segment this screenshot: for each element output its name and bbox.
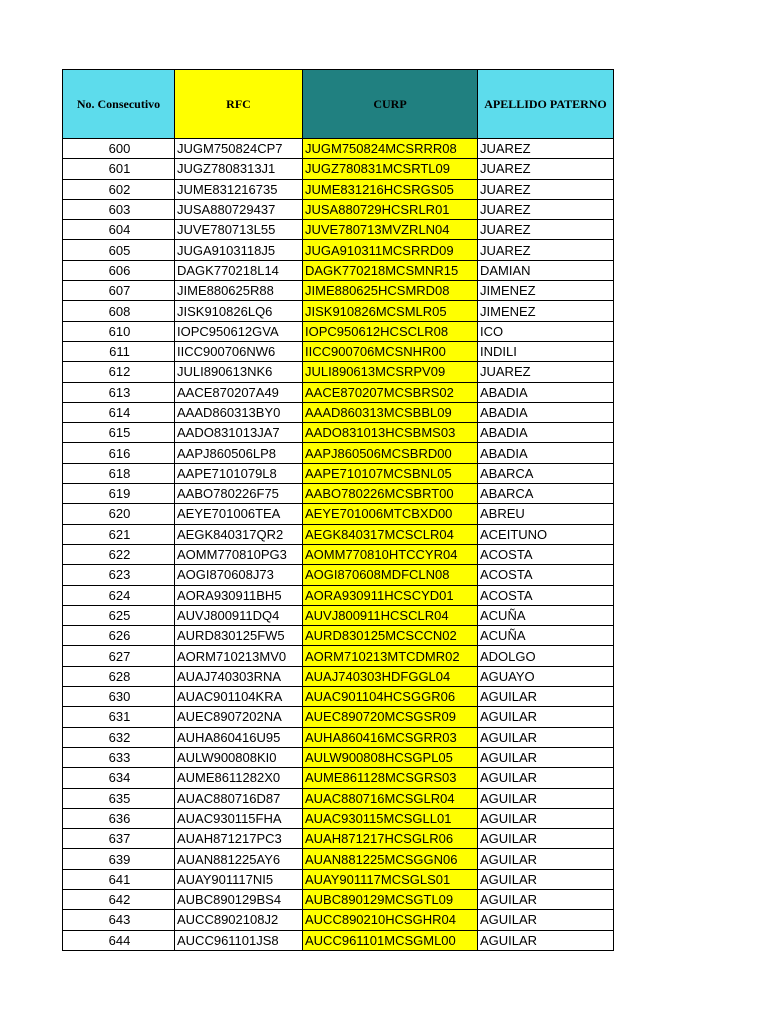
cell-rfc[interactable]: JIME880625R88: [175, 281, 303, 301]
cell-apellido[interactable]: JUAREZ: [478, 159, 614, 179]
cell-apellido[interactable]: AGUILAR: [478, 910, 614, 930]
cell-apellido[interactable]: AGUILAR: [478, 808, 614, 828]
cell-rfc[interactable]: JISK910826LQ6: [175, 301, 303, 321]
table-row: [63, 687, 614, 707]
cell-rfc[interactable]: AUAY901117NI5: [175, 869, 303, 889]
cell-apellido[interactable]: AGUILAR: [478, 829, 614, 849]
cell-rfc[interactable]: AUAC880716D87: [175, 788, 303, 808]
cell-curp[interactable]: JUGZ780831MCSRTL09: [303, 159, 478, 179]
cell-consecutivo[interactable]: 621: [63, 524, 175, 544]
cell-consecutivo[interactable]: 620: [63, 504, 175, 524]
cell-apellido[interactable]: ABREU: [478, 504, 614, 524]
cell-curp[interactable]: AUVJ800911HCSCLR04: [303, 605, 478, 625]
cell-consecutivo[interactable]: 639: [63, 849, 175, 869]
cell-consecutivo[interactable]: 630: [63, 687, 175, 707]
cell-consecutivo[interactable]: 626: [63, 626, 175, 646]
cell-curp[interactable]: JUSA880729HCSRLR01: [303, 199, 478, 219]
cell-apellido[interactable]: AGUILAR: [478, 930, 614, 950]
table-row: [63, 808, 614, 828]
cell-rfc[interactable]: DAGK770218L14: [175, 260, 303, 280]
cell-rfc[interactable]: AORA930911BH5: [175, 585, 303, 605]
table-row: [63, 768, 614, 788]
table-row: [63, 910, 614, 930]
cell-curp[interactable]: AEGK840317MCSCLR04: [303, 524, 478, 544]
cell-consecutivo[interactable]: 605: [63, 240, 175, 260]
header-rfc[interactable]: RFC: [175, 70, 303, 139]
cell-rfc[interactable]: AADO831013JA7: [175, 423, 303, 443]
table-row: [63, 362, 614, 382]
header-curp[interactable]: CURP: [303, 70, 478, 139]
cell-consecutivo[interactable]: 615: [63, 423, 175, 443]
table-row: [63, 585, 614, 605]
cell-apellido[interactable]: ABADIA: [478, 423, 614, 443]
table-row: [63, 829, 614, 849]
cell-curp[interactable]: AEYE701006MTCBXD00: [303, 504, 478, 524]
cell-apellido[interactable]: JIMENEZ: [478, 301, 614, 321]
cell-consecutivo[interactable]: 602: [63, 179, 175, 199]
cell-curp[interactable]: AUAN881225MCSGGN06: [303, 849, 478, 869]
cell-curp[interactable]: AAAD860313MCSBBL09: [303, 402, 478, 422]
cell-consecutivo[interactable]: 644: [63, 930, 175, 950]
cell-rfc[interactable]: AAPJ860506LP8: [175, 443, 303, 463]
cell-rfc[interactable]: JULI890613NK6: [175, 362, 303, 382]
cell-apellido[interactable]: AGUILAR: [478, 869, 614, 889]
cell-rfc[interactable]: AULW900808KI0: [175, 747, 303, 767]
cell-curp[interactable]: AABO780226MCSBRT00: [303, 484, 478, 504]
cell-curp[interactable]: AORM710213MTCDMR02: [303, 646, 478, 666]
cell-curp[interactable]: AORA930911HCSCYD01: [303, 585, 478, 605]
cell-consecutivo[interactable]: 613: [63, 382, 175, 402]
cell-rfc[interactable]: AABO780226F75: [175, 484, 303, 504]
cell-curp[interactable]: JUVE780713MVZRLN04: [303, 220, 478, 240]
table-row: [63, 240, 614, 260]
table-row: [63, 626, 614, 646]
table-row: [63, 788, 614, 808]
cell-apellido[interactable]: AGUILAR: [478, 849, 614, 869]
cell-consecutivo[interactable]: 610: [63, 321, 175, 341]
table-body: [63, 139, 614, 951]
cell-curp[interactable]: AUCC890210HCSGHR04: [303, 910, 478, 930]
cell-apellido[interactable]: ABADIA: [478, 402, 614, 422]
cell-rfc[interactable]: AUCC961101JS8: [175, 930, 303, 950]
table-row: [63, 707, 614, 727]
table-row: [63, 321, 614, 341]
cell-curp[interactable]: DAGK770218MCSMNR15: [303, 260, 478, 280]
table-row: [63, 301, 614, 321]
cell-consecutivo[interactable]: 611: [63, 341, 175, 361]
cell-rfc[interactable]: JUGM750824CP7: [175, 139, 303, 159]
cell-rfc[interactable]: AUAC901104KRA: [175, 687, 303, 707]
table-row: [63, 199, 614, 219]
table-row: [63, 159, 614, 179]
cell-rfc[interactable]: AUAJ740303RNA: [175, 666, 303, 686]
cell-consecutivo[interactable]: 634: [63, 768, 175, 788]
cell-curp[interactable]: IICC900706MCSNHR00: [303, 341, 478, 361]
cell-rfc[interactable]: AUBC890129BS4: [175, 889, 303, 909]
header-consecutivo[interactable]: No. Consecutivo: [63, 70, 175, 139]
cell-apellido[interactable]: AGUILAR: [478, 747, 614, 767]
cell-rfc[interactable]: AURD830125FW5: [175, 626, 303, 646]
cell-curp[interactable]: JUME831216HCSRGS05: [303, 179, 478, 199]
table-row: [63, 565, 614, 585]
cell-rfc[interactable]: AUAC930115FHA: [175, 808, 303, 828]
table-row: [63, 423, 614, 443]
cell-rfc[interactable]: JUGZ7808313J1: [175, 159, 303, 179]
cell-apellido[interactable]: ACOSTA: [478, 544, 614, 564]
cell-consecutivo[interactable]: 618: [63, 463, 175, 483]
cell-curp[interactable]: JIME880625HCSMRD08: [303, 281, 478, 301]
cell-rfc[interactable]: JUME831216735: [175, 179, 303, 199]
cell-consecutivo[interactable]: 632: [63, 727, 175, 747]
cell-curp[interactable]: AULW900808HCSGPL05: [303, 747, 478, 767]
cell-apellido[interactable]: AGUILAR: [478, 768, 614, 788]
cell-rfc[interactable]: AUME8611282X0: [175, 768, 303, 788]
cell-consecutivo[interactable]: 636: [63, 808, 175, 828]
table-row: [63, 524, 614, 544]
cell-consecutivo[interactable]: 607: [63, 281, 175, 301]
cell-apellido[interactable]: ABARCA: [478, 463, 614, 483]
cell-consecutivo[interactable]: 623: [63, 565, 175, 585]
cell-curp[interactable]: AUAY901117MCSGLS01: [303, 869, 478, 889]
cell-curp[interactable]: AURD830125MCSCCN02: [303, 626, 478, 646]
cell-rfc[interactable]: AEYE701006TEA: [175, 504, 303, 524]
cell-apellido[interactable]: JUAREZ: [478, 362, 614, 382]
cell-apellido[interactable]: AGUILAR: [478, 727, 614, 747]
cell-rfc[interactable]: AUCC8902108J2: [175, 910, 303, 930]
cell-rfc[interactable]: IOPC950612GVA: [175, 321, 303, 341]
table-row: [63, 443, 614, 463]
cell-consecutivo[interactable]: 627: [63, 646, 175, 666]
cell-consecutivo[interactable]: 616: [63, 443, 175, 463]
cell-consecutivo[interactable]: 637: [63, 829, 175, 849]
table-row: [63, 544, 614, 564]
cell-consecutivo[interactable]: 643: [63, 910, 175, 930]
cell-consecutivo[interactable]: 641: [63, 869, 175, 889]
table-row: [63, 504, 614, 524]
cell-curp[interactable]: JISK910826MCSMLR05: [303, 301, 478, 321]
cell-rfc[interactable]: AOGI870608J73: [175, 565, 303, 585]
cell-curp[interactable]: AOMM770810HTCCYR04: [303, 544, 478, 564]
header-apellido-paterno[interactable]: APELLIDO PATERNO: [478, 70, 614, 139]
cell-apellido[interactable]: ABADIA: [478, 443, 614, 463]
cell-apellido[interactable]: ACOSTA: [478, 565, 614, 585]
cell-curp[interactable]: AUAC901104HCSGGR06: [303, 687, 478, 707]
cell-rfc[interactable]: AOMM770810PG3: [175, 544, 303, 564]
cell-consecutivo[interactable]: 622: [63, 544, 175, 564]
cell-rfc[interactable]: AAAD860313BY0: [175, 402, 303, 422]
table-row: [63, 382, 614, 402]
cell-curp[interactable]: AAPE710107MCSBNL05: [303, 463, 478, 483]
table-row: [63, 747, 614, 767]
cell-curp[interactable]: AAPJ860506MCSBRD00: [303, 443, 478, 463]
cell-apellido[interactable]: ACEITUNO: [478, 524, 614, 544]
cell-rfc[interactable]: AUAH871217PC3: [175, 829, 303, 849]
cell-consecutivo[interactable]: 628: [63, 666, 175, 686]
cell-consecutivo[interactable]: 606: [63, 260, 175, 280]
cell-curp[interactable]: IOPC950612HCSCLR08: [303, 321, 478, 341]
table-row: [63, 666, 614, 686]
cell-consecutivo[interactable]: 642: [63, 889, 175, 909]
cell-curp[interactable]: AOGI870608MDFCLN08: [303, 565, 478, 585]
cell-rfc[interactable]: AUEC8907202NA: [175, 707, 303, 727]
cell-apellido[interactable]: ABADIA: [478, 382, 614, 402]
cell-curp[interactable]: JULI890613MCSRPV09: [303, 362, 478, 382]
table-row: [63, 139, 614, 159]
table-row: [63, 484, 614, 504]
table-row: [63, 179, 614, 199]
cell-consecutivo[interactable]: 604: [63, 220, 175, 240]
cell-consecutivo[interactable]: 600: [63, 139, 175, 159]
cell-rfc[interactable]: JUGA9103118J5: [175, 240, 303, 260]
cell-curp[interactable]: JUGM750824MCSRRR08: [303, 139, 478, 159]
cell-curp[interactable]: AUAH871217HCSGLR06: [303, 829, 478, 849]
cell-apellido[interactable]: JUAREZ: [478, 220, 614, 240]
cell-rfc[interactable]: IICC900706NW6: [175, 341, 303, 361]
cell-consecutivo[interactable]: 608: [63, 301, 175, 321]
cell-apellido[interactable]: ABARCA: [478, 484, 614, 504]
cell-rfc[interactable]: AUHA860416U95: [175, 727, 303, 747]
table-row: [63, 889, 614, 909]
cell-apellido[interactable]: JUAREZ: [478, 179, 614, 199]
cell-curp[interactable]: AUHA860416MCSGRR03: [303, 727, 478, 747]
cell-apellido[interactable]: DAMIAN: [478, 260, 614, 280]
table-row: [63, 463, 614, 483]
cell-consecutivo[interactable]: 619: [63, 484, 175, 504]
table-row: [63, 260, 614, 280]
table-row: [63, 727, 614, 747]
table-row: [63, 646, 614, 666]
cell-curp[interactable]: AUAC930115MCSGLL01: [303, 808, 478, 828]
cell-rfc[interactable]: JUVE780713L55: [175, 220, 303, 240]
cell-apellido[interactable]: JUAREZ: [478, 139, 614, 159]
cell-curp[interactable]: JUGA910311MCSRRD09: [303, 240, 478, 260]
cell-curp[interactable]: AACE870207MCSBRS02: [303, 382, 478, 402]
cell-apellido[interactable]: INDILI: [478, 341, 614, 361]
cell-rfc[interactable]: AORM710213MV0: [175, 646, 303, 666]
cell-apellido[interactable]: JUAREZ: [478, 199, 614, 219]
header-row: [63, 70, 614, 139]
cell-curp[interactable]: AUAC880716MCSGLR04: [303, 788, 478, 808]
cell-rfc[interactable]: AEGK840317QR2: [175, 524, 303, 544]
cell-curp[interactable]: AUAJ740303HDFGGL04: [303, 666, 478, 686]
table-row: [63, 930, 614, 950]
cell-apellido[interactable]: AGUAYO: [478, 666, 614, 686]
table-row: [63, 220, 614, 240]
cell-consecutivo[interactable]: 631: [63, 707, 175, 727]
spreadsheet-table: [62, 69, 614, 951]
cell-apellido[interactable]: AGUILAR: [478, 707, 614, 727]
cell-consecutivo[interactable]: 601: [63, 159, 175, 179]
cell-consecutivo[interactable]: 603: [63, 199, 175, 219]
cell-apellido[interactable]: AGUILAR: [478, 889, 614, 909]
cell-rfc[interactable]: AUVJ800911DQ4: [175, 605, 303, 625]
cell-rfc[interactable]: JUSA880729437: [175, 199, 303, 219]
cell-apellido[interactable]: ICO: [478, 321, 614, 341]
table-row: [63, 849, 614, 869]
table-row: [63, 869, 614, 889]
table-row: [63, 402, 614, 422]
cell-curp[interactable]: AUEC890720MCSGSR09: [303, 707, 478, 727]
table-row: [63, 281, 614, 301]
cell-rfc[interactable]: AUAN881225AY6: [175, 849, 303, 869]
cell-curp[interactable]: AADO831013HCSBMS03: [303, 423, 478, 443]
cell-rfc[interactable]: AACE870207A49: [175, 382, 303, 402]
cell-apellido[interactable]: ACOSTA: [478, 585, 614, 605]
cell-apellido[interactable]: JIMENEZ: [478, 281, 614, 301]
table-row: [63, 605, 614, 625]
cell-apellido[interactable]: JUAREZ: [478, 240, 614, 260]
cell-consecutivo[interactable]: 614: [63, 402, 175, 422]
cell-consecutivo[interactable]: 624: [63, 585, 175, 605]
cell-apellido[interactable]: AGUILAR: [478, 788, 614, 808]
cell-apellido[interactable]: AGUILAR: [478, 687, 614, 707]
cell-curp[interactable]: AUCC961101MCSGML00: [303, 930, 478, 950]
cell-apellido[interactable]: ACUÑA: [478, 605, 614, 625]
cell-consecutivo[interactable]: 635: [63, 788, 175, 808]
table-row: [63, 341, 614, 361]
cell-curp[interactable]: AUBC890129MCSGTL09: [303, 889, 478, 909]
cell-apellido[interactable]: ADOLGO: [478, 646, 614, 666]
cell-curp[interactable]: AUME861128MCSGRS03: [303, 768, 478, 788]
cell-consecutivo[interactable]: 625: [63, 605, 175, 625]
cell-consecutivo[interactable]: 633: [63, 747, 175, 767]
cell-rfc[interactable]: AAPE7101079L8: [175, 463, 303, 483]
cell-consecutivo[interactable]: 612: [63, 362, 175, 382]
cell-apellido[interactable]: ACUÑA: [478, 626, 614, 646]
